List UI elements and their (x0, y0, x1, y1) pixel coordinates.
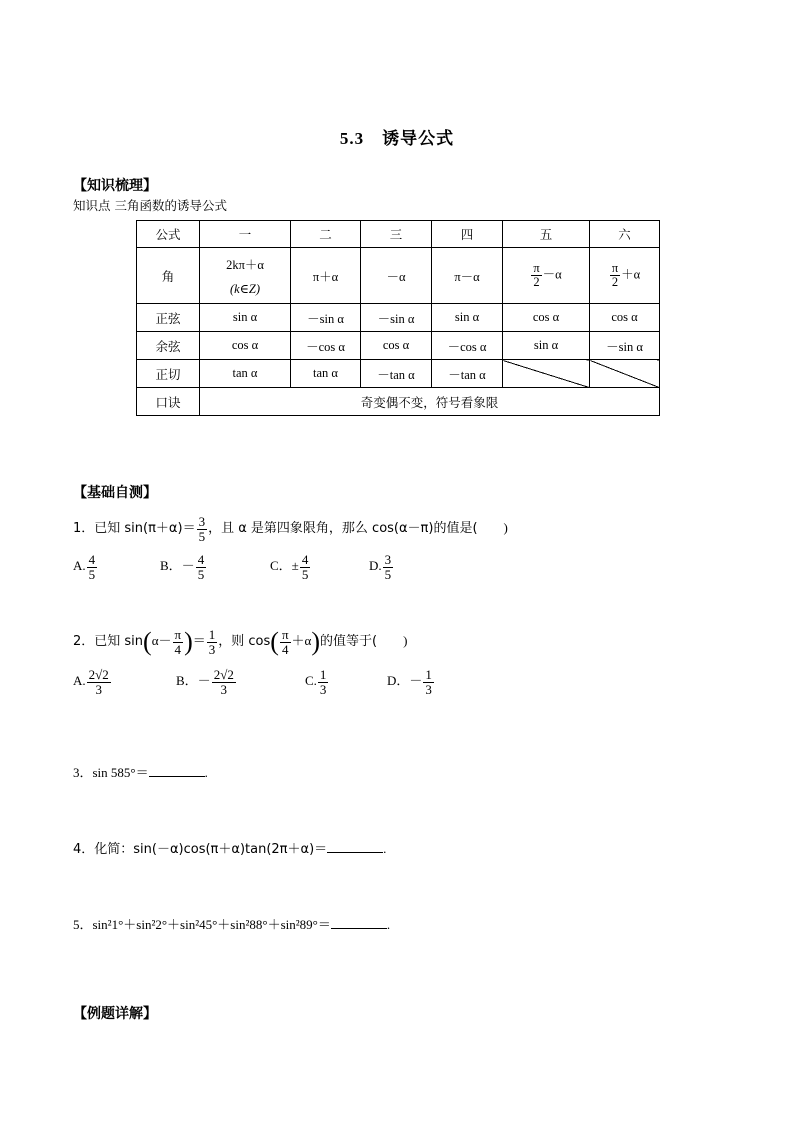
answer-blank[interactable] (331, 916, 387, 929)
answer-paren-close: ) (403, 633, 408, 648)
header-cell: 二 (291, 221, 361, 248)
denominator: 3 (95, 681, 102, 697)
table-cell: sin α (503, 332, 590, 360)
question-2 (73, 624, 407, 659)
table-cell: π＋α (291, 248, 361, 304)
numerator: 3 (198, 513, 206, 529)
period: . (204, 765, 208, 780)
answer-paren-close: ) (503, 520, 508, 535)
denominator: 3 (319, 681, 327, 697)
row-label: 正弦 (137, 304, 200, 332)
option-label: C． (270, 558, 292, 574)
table-cell (590, 248, 660, 304)
fraction (207, 628, 218, 656)
table-cell (503, 248, 590, 304)
option-sign: － (409, 673, 423, 689)
fraction (531, 262, 541, 289)
numerator: 1 (425, 667, 432, 682)
denominator: 4 (174, 641, 182, 657)
header-cell: 六 (590, 221, 660, 248)
option-sign: － (197, 673, 211, 689)
table-cell: tan α (291, 360, 361, 388)
question-text: ，则 cos (218, 634, 271, 649)
question-5 (73, 914, 390, 933)
denominator: 2 (611, 275, 619, 289)
option-c[interactable] (305, 668, 329, 696)
fraction (610, 262, 620, 289)
table-cell: －sin α (291, 304, 361, 332)
question-text: 2．已知 sin (73, 634, 144, 649)
section-number: 5.3 (339, 129, 365, 148)
option-label: A. (73, 673, 86, 689)
fraction (197, 515, 208, 543)
option-a[interactable] (73, 668, 112, 696)
option-d[interactable] (387, 668, 435, 696)
numerator: 4 (197, 552, 205, 567)
table-cell: cos α (590, 304, 660, 332)
numerator: 1 (208, 626, 216, 642)
question-1 (73, 513, 508, 544)
denominator: 5 (88, 566, 96, 582)
denominator: 3 (220, 681, 227, 697)
table-row-tangent (137, 360, 660, 388)
section-heading-knowledge: 【知识梳理】 (73, 178, 157, 194)
angle-rest: ＋α (621, 267, 641, 282)
numerator: 4 (301, 552, 309, 567)
question-text: 4．化简：sin(－α)cos(π＋α)tan(2π＋α)＝ (73, 842, 328, 857)
fraction (280, 628, 291, 656)
option-label: C. (305, 673, 317, 689)
header-cell: 一 (200, 221, 291, 248)
angle-expression: 2kπ＋α (226, 257, 264, 272)
denominator: 5 (198, 528, 206, 544)
row-label: 正切 (137, 360, 200, 388)
equals: ＝ (192, 633, 206, 648)
question-4 (73, 838, 386, 857)
page-title (0, 124, 794, 149)
table-cell: cos α (503, 304, 590, 332)
numerator: 3 (384, 552, 392, 567)
numerator: π (174, 626, 182, 642)
header-cell: 五 (503, 221, 590, 248)
knowledge-point-subheading: 知识点 三角函数的诱导公式 (73, 198, 227, 213)
numerator: π (611, 260, 619, 275)
numerator: 1 (319, 667, 327, 682)
denominator: 3 (208, 641, 216, 657)
option-b[interactable] (160, 553, 207, 581)
row-label: 角 (137, 248, 200, 304)
table-cell: tan α (200, 360, 291, 388)
numerator: π (281, 626, 289, 642)
question-text: 5．sin²1°＋sin²2°＋sin²45°＋sin²88°＋sin²89°＝ (73, 917, 331, 932)
table-cell: sin α (200, 304, 291, 332)
option-d[interactable] (369, 553, 394, 581)
table-row-angle (137, 248, 660, 304)
table-cell: －cos α (291, 332, 361, 360)
fraction (87, 553, 98, 581)
denominator: 2 (533, 275, 540, 289)
option-label: A. (73, 558, 86, 574)
answer-blank[interactable] (149, 764, 205, 777)
table-cell: －cos α (432, 332, 503, 360)
header-cell: 三 (361, 221, 432, 248)
row-label: 余弦 (137, 332, 200, 360)
option-b[interactable] (176, 668, 237, 696)
fraction (383, 553, 394, 581)
header-cell: 公式 (137, 221, 200, 248)
angle-condition: (k∈Z) (229, 281, 261, 296)
table-header-row (137, 221, 660, 248)
option-label: B． (176, 673, 198, 689)
table-cell: sin α (432, 304, 503, 332)
question-text: ，且 α 是第四象限角，那么 cos(α－π)的值是( (208, 521, 478, 536)
paren-close: ) (184, 627, 193, 657)
numerator: 2√2 (88, 667, 109, 682)
table-cell: －α (361, 248, 432, 304)
table-cell: cos α (200, 332, 291, 360)
question-text: 3．sin 585°＝ (73, 765, 149, 780)
table-cell: π－α (432, 248, 503, 304)
table-cell: －sin α (361, 304, 432, 332)
row-label: 口诀 (137, 388, 200, 416)
table-cell: cos α (361, 332, 432, 360)
table-cell: －tan α (361, 360, 432, 388)
period: . (383, 841, 387, 856)
table-row-mnemonic (137, 388, 660, 416)
fraction (173, 628, 184, 656)
fraction (423, 668, 434, 696)
option-sign: － (181, 558, 195, 574)
mnemonic-text: 奇变偶不变，符号看象限 (200, 388, 660, 416)
section-heading-self-test: 【基础自测】 (73, 485, 157, 501)
denominator: 3 (425, 681, 432, 697)
question-text: 的值等于( (320, 634, 378, 649)
paren-open: ( (270, 627, 279, 657)
title-text: 诱导公式 (382, 129, 455, 149)
diagonal-empty-cell (590, 360, 660, 388)
denominator: 5 (384, 566, 392, 582)
fraction (87, 668, 111, 696)
table-row-sine (137, 304, 660, 332)
table-cell: －sin α (590, 332, 660, 360)
induction-formula-table (136, 220, 660, 416)
question-3 (73, 762, 208, 781)
fraction (300, 553, 311, 581)
table-row-cosine (137, 332, 660, 360)
header-cell: 四 (432, 221, 503, 248)
diagonal-empty-cell (503, 360, 590, 388)
numerator: 4 (88, 552, 96, 567)
option-label: B． (160, 558, 182, 574)
option-label: D． (387, 673, 410, 689)
period: . (386, 917, 391, 932)
paren-open: ( (143, 627, 152, 657)
fraction (196, 553, 207, 581)
denominator: 5 (301, 566, 309, 582)
table-cell (200, 248, 291, 304)
angle-rest: －α (542, 267, 562, 282)
numerator: 2√2 (213, 667, 234, 682)
numerator: π (533, 260, 540, 275)
denominator: 5 (197, 566, 205, 582)
denominator: 4 (282, 641, 289, 657)
expr: α－ (151, 633, 172, 648)
question-text: 1．已知 sin(π＋α)＝ (73, 521, 196, 536)
expr: ＋α (291, 633, 312, 648)
fraction (318, 668, 329, 696)
option-a[interactable] (73, 553, 98, 581)
option-label: D. (369, 558, 382, 574)
option-sign: ± (291, 558, 299, 574)
answer-blank[interactable] (327, 840, 383, 853)
option-c[interactable] (270, 553, 311, 581)
paren-close: ) (311, 627, 321, 657)
section-heading-examples: 【例题详解】 (73, 1006, 157, 1022)
table-cell: －tan α (432, 360, 503, 388)
fraction (212, 668, 236, 696)
